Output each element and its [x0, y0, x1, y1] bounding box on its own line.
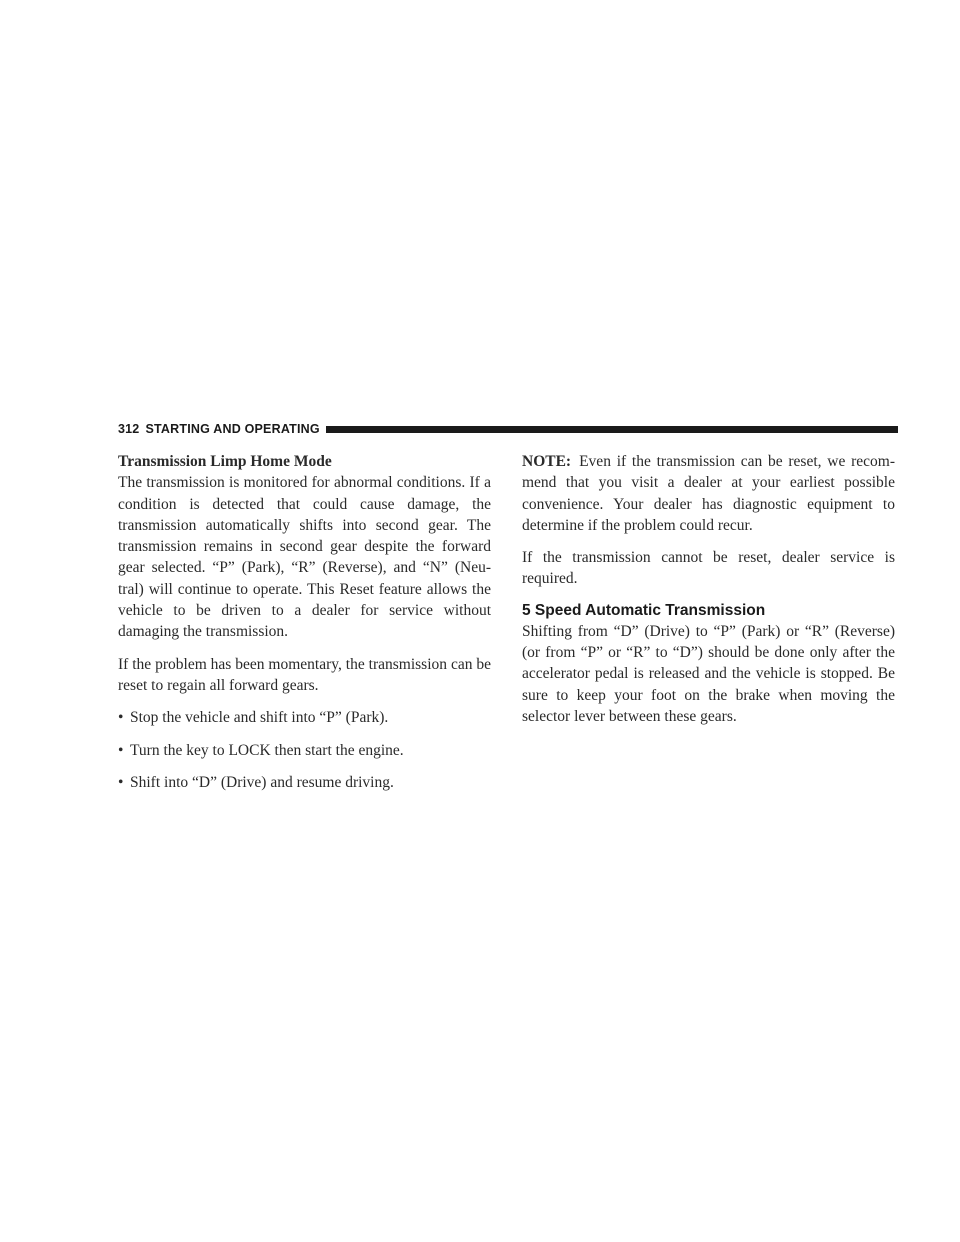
- left-column: [118, 451, 491, 804]
- shifting-paragraph: Shifting from “D” (Drive) to “P” (Park) or “R” (Reverse) (or from “P” or “R” to “D”) should be done only after the accelerator pedal is released and the vehicle is stopped. Be sure to keep your foot on the brake when moving the selector lever between these gears.: [522, 622, 895, 725]
- limp-home-paragraph: The transmission is monitored for abnormal conditions. If a condition is detected that could cause damage, the transmission automatically shifts into second gear. The transmission remains in second gear despite the forward gear selected. “P” (Park), “R” (Reverse), and “N” (Neu-tral) will continue to operate. This Reset feature allows the vehicle to be driven to a dealer for service without damaging the transmission.: [118, 474, 491, 641]
- bullet-icon: •: [118, 741, 124, 759]
- bullet-icon: •: [118, 773, 124, 791]
- right-column: [522, 451, 895, 738]
- list-item: [118, 772, 491, 793]
- bullet-icon: •: [118, 709, 124, 727]
- note-paragraph: [522, 451, 895, 536]
- five-speed-heading: 5 Speed Automatic Transmission: [522, 601, 766, 619]
- section-title: STARTING AND OPERATING: [145, 422, 320, 436]
- list-item: [118, 740, 491, 761]
- header-rule: [326, 426, 898, 433]
- list-item-text: Turn the key to LOCK then start the engine.: [130, 741, 404, 759]
- page-number: 312: [118, 422, 140, 436]
- note-text: Even if the transmission can be reset, we recom-mend that you visit a dealer at your earliest possible convenience. Your dealer has diagnostic equipment to determine if the problem could recur.: [522, 453, 895, 534]
- list-item: [118, 707, 491, 728]
- reset-paragraph: If the problem has been momentary, the transmission can be reset to regain all forward gears.: [118, 655, 491, 694]
- limp-home-heading: Transmission Limp Home Mode: [118, 453, 332, 470]
- list-item-text: Shift into “D” (Drive) and resume driving.: [130, 773, 394, 791]
- reset-steps-list: [118, 707, 491, 793]
- dealer-service-paragraph: If the transmission cannot be reset, dealer service is required.: [522, 549, 895, 588]
- page-header: [118, 418, 898, 440]
- note-label: NOTE:: [522, 453, 572, 470]
- list-item-text: Stop the vehicle and shift into “P” (Park).: [130, 709, 389, 727]
